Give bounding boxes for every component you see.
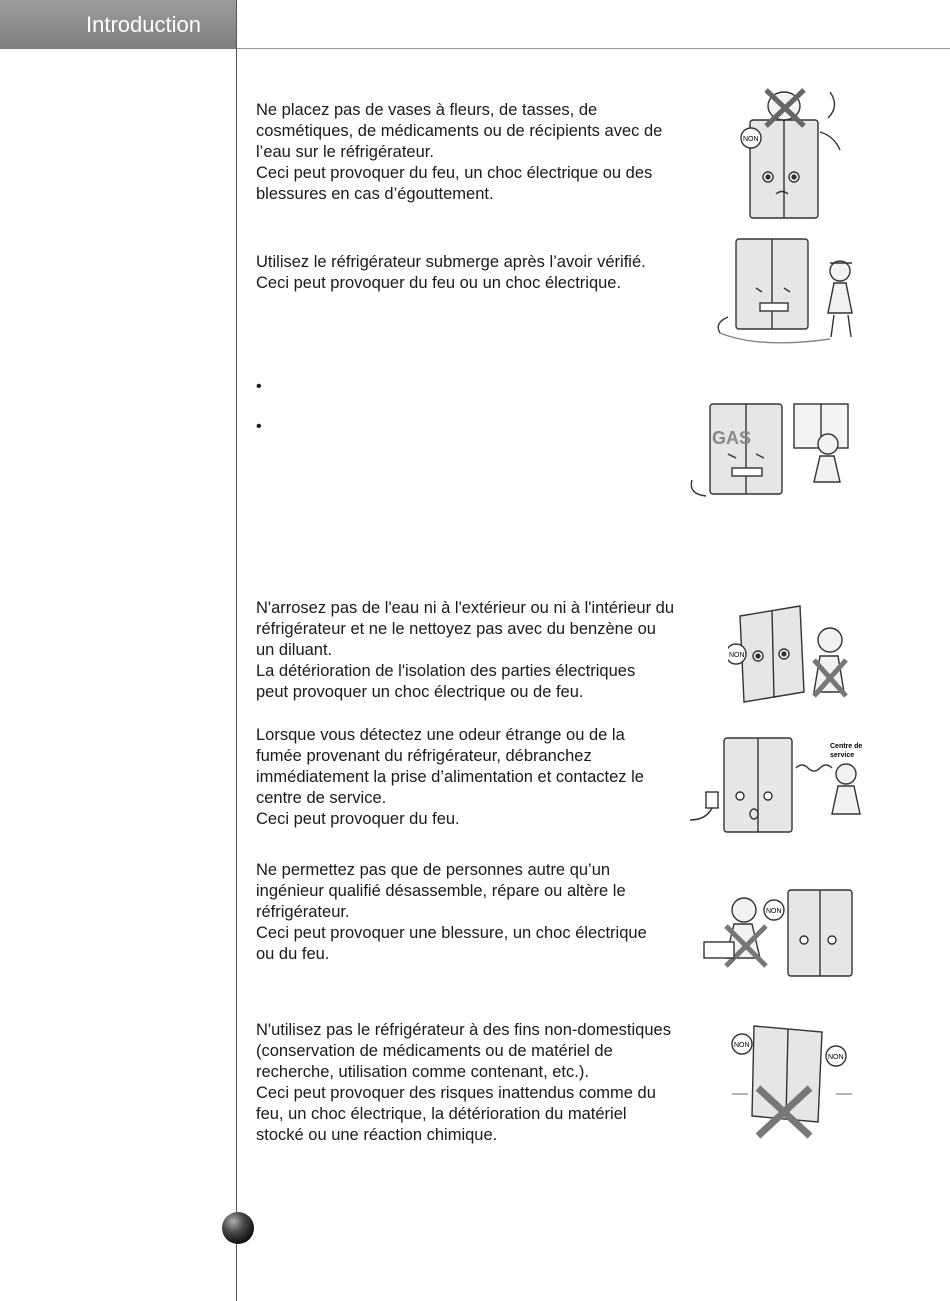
text-line: Ceci peut provoquer une blessure, un choc électrique xyxy=(256,924,647,942)
text-line: peut provoquer un choc électrique ou de feu. xyxy=(256,683,584,701)
section-title: Introduction xyxy=(86,12,201,37)
warning-paragraph-4 xyxy=(256,725,644,830)
text-line: cosmétiques, de médicaments ou de récipients avec de xyxy=(256,122,663,140)
text-line: feu, un choc électrique, la détérioration du matériel xyxy=(256,1105,627,1123)
text-line: Ne placez pas de vases à fleurs, de tasses, de xyxy=(256,101,598,119)
text-line: Utilisez le réfrigérateur submerge après l’avoir vérifié. xyxy=(256,253,646,271)
non-label: NON xyxy=(828,1054,844,1061)
text-line: ou du feu. xyxy=(256,945,330,963)
text-line: Ceci peut provoquer des risques inattendus comme du xyxy=(256,1084,656,1102)
page-marker-dot xyxy=(222,1212,254,1244)
service-label-line2: service xyxy=(830,752,855,759)
text-line: stocké ou une réaction chimique. xyxy=(256,1126,498,1144)
section-header-tab xyxy=(0,0,237,49)
bullet-1: • xyxy=(256,378,262,395)
warning-paragraph-1 xyxy=(256,100,662,205)
gas-leak-illustration xyxy=(688,392,866,504)
non-label: NON xyxy=(743,136,759,143)
margin-line xyxy=(236,0,237,1301)
header-rule xyxy=(237,48,950,49)
no-disassembly-illustration xyxy=(700,880,868,980)
text-line: Ceci peut provoquer du feu ou un choc électrique. xyxy=(256,274,622,292)
text-line: N'arrosez pas de l'eau ni à l'extérieur ou ni à l'intérieur du xyxy=(256,599,674,617)
text-line: La détérioration de l'isolation des parties électriques xyxy=(256,662,636,680)
text-line: Lorsque vous détectez une odeur étrange ou de la xyxy=(256,726,625,744)
text-line: l’eau sur le réfrigérateur. xyxy=(256,143,434,161)
service-label-line1: Centre de xyxy=(830,743,863,750)
text-line: immédiatement la prise d’alimentation et contactez le xyxy=(256,768,644,786)
text-line: fumée provenant du réfrigérateur, débranchez xyxy=(256,747,592,765)
text-line: Ne permettez pas que de personnes autre qu’un xyxy=(256,861,611,879)
smell-smoke-illustration xyxy=(684,734,870,838)
text-line: recherche, utilisation comme contenant, etc.). xyxy=(256,1063,589,1081)
text-line: centre de service. xyxy=(256,789,387,807)
text-line: réfrigérateur et ne le nettoyez pas avec du benzène ou xyxy=(256,620,656,638)
bullet-2: • xyxy=(256,418,262,435)
warning-paragraph-5 xyxy=(256,860,647,965)
text-line: Ceci peut provoquer du feu. xyxy=(256,810,460,828)
non-label: NON xyxy=(766,908,782,915)
non-label: NON xyxy=(729,652,745,659)
submerged-fridge-illustration xyxy=(710,233,870,353)
fridge-vase-illustration xyxy=(738,82,850,222)
text-line: N'utilisez pas le réfrigérateur à des fins non-domestiques xyxy=(256,1021,671,1039)
text-line: Ceci peut provoquer du feu, un choc électrique ou des xyxy=(256,164,653,182)
water-spray-illustration xyxy=(728,596,854,718)
warning-paragraph-2 xyxy=(256,252,646,294)
text-line: blessures en cas d’égouttement. xyxy=(256,185,494,203)
text-line: un diluant. xyxy=(256,641,333,659)
non-label: NON xyxy=(734,1042,750,1049)
text-line: réfrigérateur. xyxy=(256,903,350,921)
warning-paragraph-3 xyxy=(256,598,674,703)
text-line: (conservation de médicaments ou de matériel de xyxy=(256,1042,613,1060)
gas-label: GAS xyxy=(712,428,752,448)
warning-paragraph-6 xyxy=(256,1020,671,1146)
text-line: ingénieur qualifié désassemble, répare ou altère le xyxy=(256,882,626,900)
non-domestic-use-illustration xyxy=(728,1016,856,1140)
